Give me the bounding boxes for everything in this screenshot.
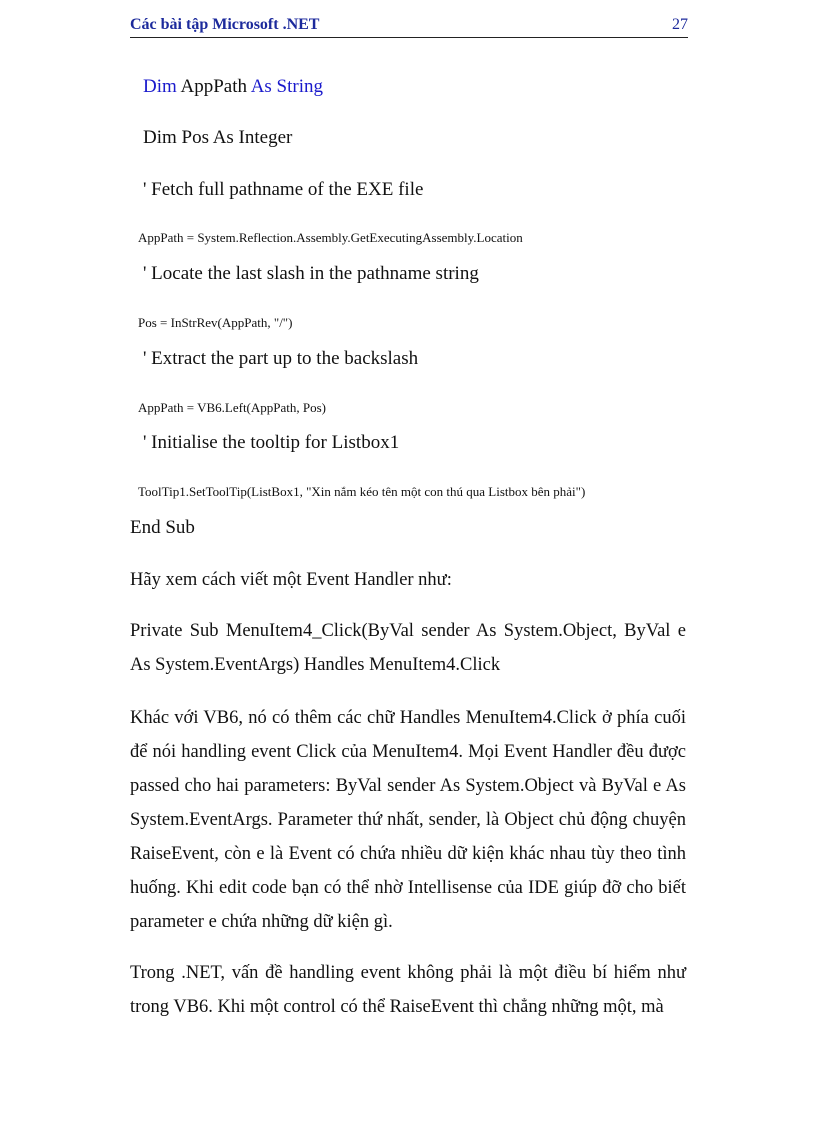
code-line-vb6-left: AppPath = VB6.Left(AppPath, Pos) [138, 400, 327, 415]
page-number: 27 [672, 16, 688, 33]
code-line-instrrev: Pos = InStrRev(AppPath, "/") [138, 315, 293, 330]
code-line-end-sub: End Sub [130, 517, 195, 538]
code-line-assembly-location: AppPath = System.Reflection.Assembly.GetExecutingAssembly.Location [138, 230, 523, 245]
keyword-dim: Dim [143, 76, 177, 97]
code-line-dim-pos: Dim Pos As Integer [143, 127, 293, 148]
code-line-settooltip: ToolTip1.SetToolTip(ListBox1, "Xin nắm kéo tên một con thú qua Listbox bên phải") [138, 484, 586, 499]
paragraph-intro: Hãy xem cách viết một Event Handler như: [130, 570, 452, 590]
paragraph-signature: Private Sub MenuItem4_Click(ByVal sender As System.Object, ByVal e As System.EventArgs) Handles MenuItem4.Click [130, 621, 686, 675]
paragraph-dotnet-events: Trong .NET, vấn đề handling event không phải là một điều bí hiểm như trong VB6. Khi một control có thể RaiseEvent thì chẳng những một, mà [130, 963, 686, 1017]
code-comment-tooltip: ' Initialise the tooltip for Listbox1 [143, 432, 400, 453]
code-line-dim-apppath [143, 76, 323, 98]
code-comment-fetch: ' Fetch full pathname of the EXE file [143, 179, 424, 200]
keyword-as-string: As String [250, 76, 324, 97]
paragraph-explanation: Khác với VB6, nó có thêm các chữ Handles MenuItem4.Click ở phía cuối để nói handling event Click của MenuItem4. Mọi Event Handler đều được passed cho hai parameters: ByVal sender As System.Object và ByVal e As System.EventArgs. Parameter thứ nhất, sender, là Object chủ động chuyện RaiseEvent, còn e là Event có chứa nhiều dữ kiện khác nhau tùy theo tình huống. Khi edit code bạn có thể nhờ Intellisense của IDE giúp đỡ cho biết parameter e chứa những dữ kiện gì. [130, 708, 686, 932]
page-header [130, 14, 688, 38]
code-comment-locate: ' Locate the last slash in the pathname string [143, 263, 479, 284]
code-comment-extract: ' Extract the part up to the backslash [143, 348, 419, 369]
variable-apppath: AppPath [180, 76, 247, 97]
header-title: Các bài tập Microsoft .NET [130, 16, 320, 33]
